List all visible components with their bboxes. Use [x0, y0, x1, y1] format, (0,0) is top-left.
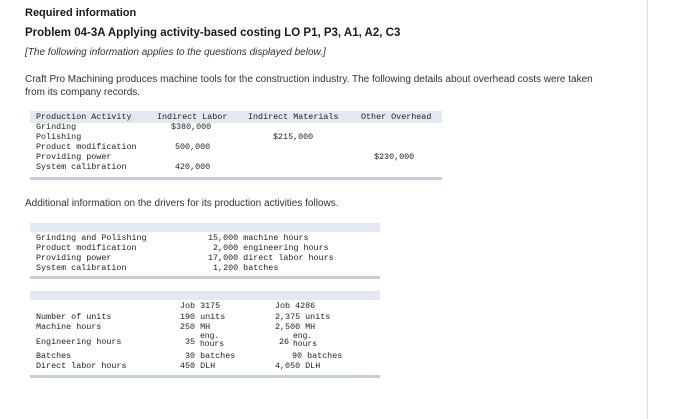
table-bottom-rule	[30, 276, 380, 279]
product-modification-indirect-labor: 500,000	[175, 142, 211, 152]
job-4286-engineering-hours: 26	[279, 337, 290, 347]
driver-engineering-hours: 2,000 engineering hours	[208, 243, 329, 253]
job-3175-engineering-hours: 35	[185, 337, 196, 347]
job-4286-machine-hours: 2,500 MH	[275, 322, 316, 332]
label-machine-hours: Machine hours	[36, 322, 102, 332]
label-engineering-hours: Engineering hours	[36, 337, 122, 347]
table-bottom-rule	[30, 375, 380, 378]
activity-polishing: Polishing	[36, 132, 82, 142]
table-header-background	[30, 223, 380, 232]
additional-information-text: Additional information on the drivers for its production activities follows.	[25, 198, 339, 209]
activity-grinding: Grinding	[36, 122, 77, 132]
header-other-overhead: Other Overhead	[361, 112, 432, 122]
driver-batches: 1,200 batches	[208, 263, 279, 273]
panel-border	[647, 0, 648, 419]
label-number-of-units: Number of units	[36, 312, 112, 322]
intro-paragraph: Craft Pro Machining produces machine tools for the construction industry. The following details about overhead costs were taken from its company records.	[25, 74, 593, 98]
job-3175-units: 190 units	[180, 312, 226, 322]
job-4286-units: 2,375 units	[275, 312, 331, 322]
activity-system-calibration: System calibration	[36, 162, 127, 172]
jobs-table	[30, 291, 380, 378]
job-4286-direct-labor-hours: 4,050 DLH	[275, 361, 321, 371]
label-batches: Batches	[36, 351, 72, 361]
job-3175-header: Job 3175	[180, 301, 221, 311]
job-3175-machine-hours: 250 MH	[180, 322, 211, 332]
header-indirect-labor: Indirect Labor	[157, 112, 228, 122]
job-3175-eng-unit-bottom: hours	[200, 340, 225, 349]
table-bottom-rule	[30, 177, 442, 180]
table-header-background	[30, 291, 380, 300]
activity-providing-power: Providing power	[36, 152, 112, 162]
driver-machine-hours: 15,000 machine hours	[208, 233, 309, 243]
job-3175-eng-unit-top: eng.	[200, 332, 220, 341]
job-4286-eng-unit-bottom: hours	[293, 340, 318, 349]
required-information-heading: Required information	[25, 7, 137, 19]
job-4286-batches: 90 batches	[292, 351, 343, 361]
job-3175-batches: 30 batches	[185, 351, 236, 361]
driver-activity-system-calibration: System calibration	[36, 263, 127, 273]
grinding-indirect-labor: $380,000	[171, 122, 212, 132]
label-direct-labor-hours: Direct labor hours	[36, 361, 127, 371]
header-indirect-materials: Indirect Materials	[248, 112, 339, 122]
driver-activity-grinding-polishing: Grinding and Polishing	[36, 233, 147, 243]
header-production-activity: Production Activity	[36, 112, 132, 122]
providing-power-other-overhead: $230,000	[374, 152, 415, 162]
problem-title: Problem 04-3A Applying activity-based costing LO P1, P3, A1, A2, C3	[25, 27, 401, 39]
overhead-costs-table	[30, 111, 442, 180]
system-calibration-indirect-labor: 420,000	[175, 162, 211, 172]
applies-note: [The following information applies to the questions displayed below.]	[25, 47, 326, 58]
activity-drivers-table	[30, 223, 380, 279]
job-3175-direct-labor-hours: 450 DLH	[180, 361, 216, 371]
activity-product-modification: Product modification	[36, 142, 137, 152]
driver-activity-providing-power: Providing power	[36, 253, 112, 263]
polishing-indirect-materials: $215,000	[273, 132, 314, 142]
driver-direct-labor-hours: 17,000 direct labor hours	[208, 253, 334, 263]
job-4286-header: Job 4286	[275, 301, 316, 311]
driver-activity-product-modification: Product modification	[36, 243, 137, 253]
job-4286-eng-unit-top: eng.	[293, 332, 313, 341]
